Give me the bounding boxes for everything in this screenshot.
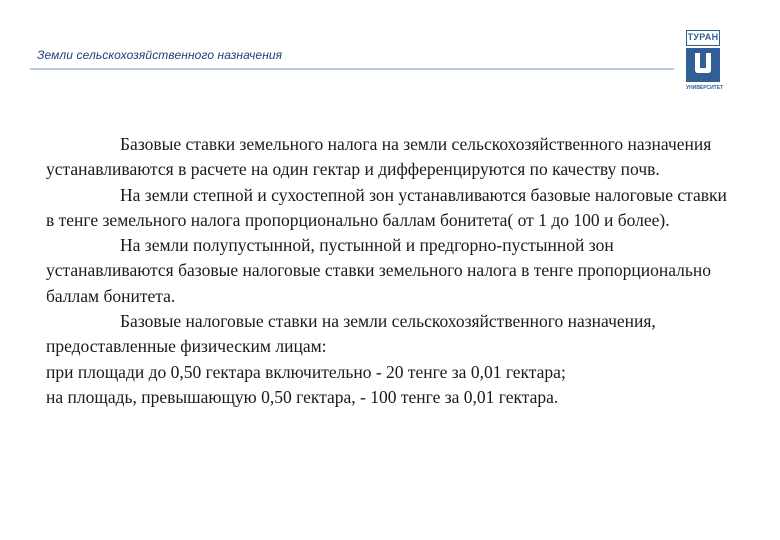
turan-logo	[686, 30, 724, 92]
paragraph-steppe-zones: На земли степной и сухостепной зон устанавливаются базовые налоговые ставки в тенге земельного налога пропорционально баллам бонитета( от 1 до 100 и более).	[46, 184, 727, 230]
logo-u-icon	[695, 53, 711, 73]
slide-header-title: Земли сельскохозяйственного назначения	[37, 48, 283, 62]
logo-top-text: ТУРАН	[686, 30, 720, 46]
logo-bottom-text: УНИВЕРСИТЕТ	[686, 85, 724, 91]
logo-emblem	[686, 48, 720, 82]
paragraph-rate-small-area: при площади до 0,50 гектара включительно - 20 тенге за 0,01 гектара;	[46, 361, 566, 382]
paragraph-individuals: Базовые налоговые ставки на земли сельскохозяйственного назначения, предоставленные физическим лицам:	[46, 311, 656, 357]
header-divider	[30, 68, 674, 70]
paragraph-base-rates: Базовые ставки земельного налога на земли сельскохозяйственного назначения устанавливаются в расчете на один гектар и дифференцируются по качеству почв.	[46, 134, 712, 180]
paragraph-desert-zones: На земли полупустынной, пустынной и предгорно-пустынной зон устанавливаются базовые налоговые ставки земельного налога в тенге пропорционально баллам бонитета.	[46, 235, 711, 306]
paragraph-rate-large-area: на площадь, превышающую 0,50 гектара, - 100 тенге за 0,01 гектара.	[46, 386, 559, 407]
body-text	[46, 132, 736, 410]
